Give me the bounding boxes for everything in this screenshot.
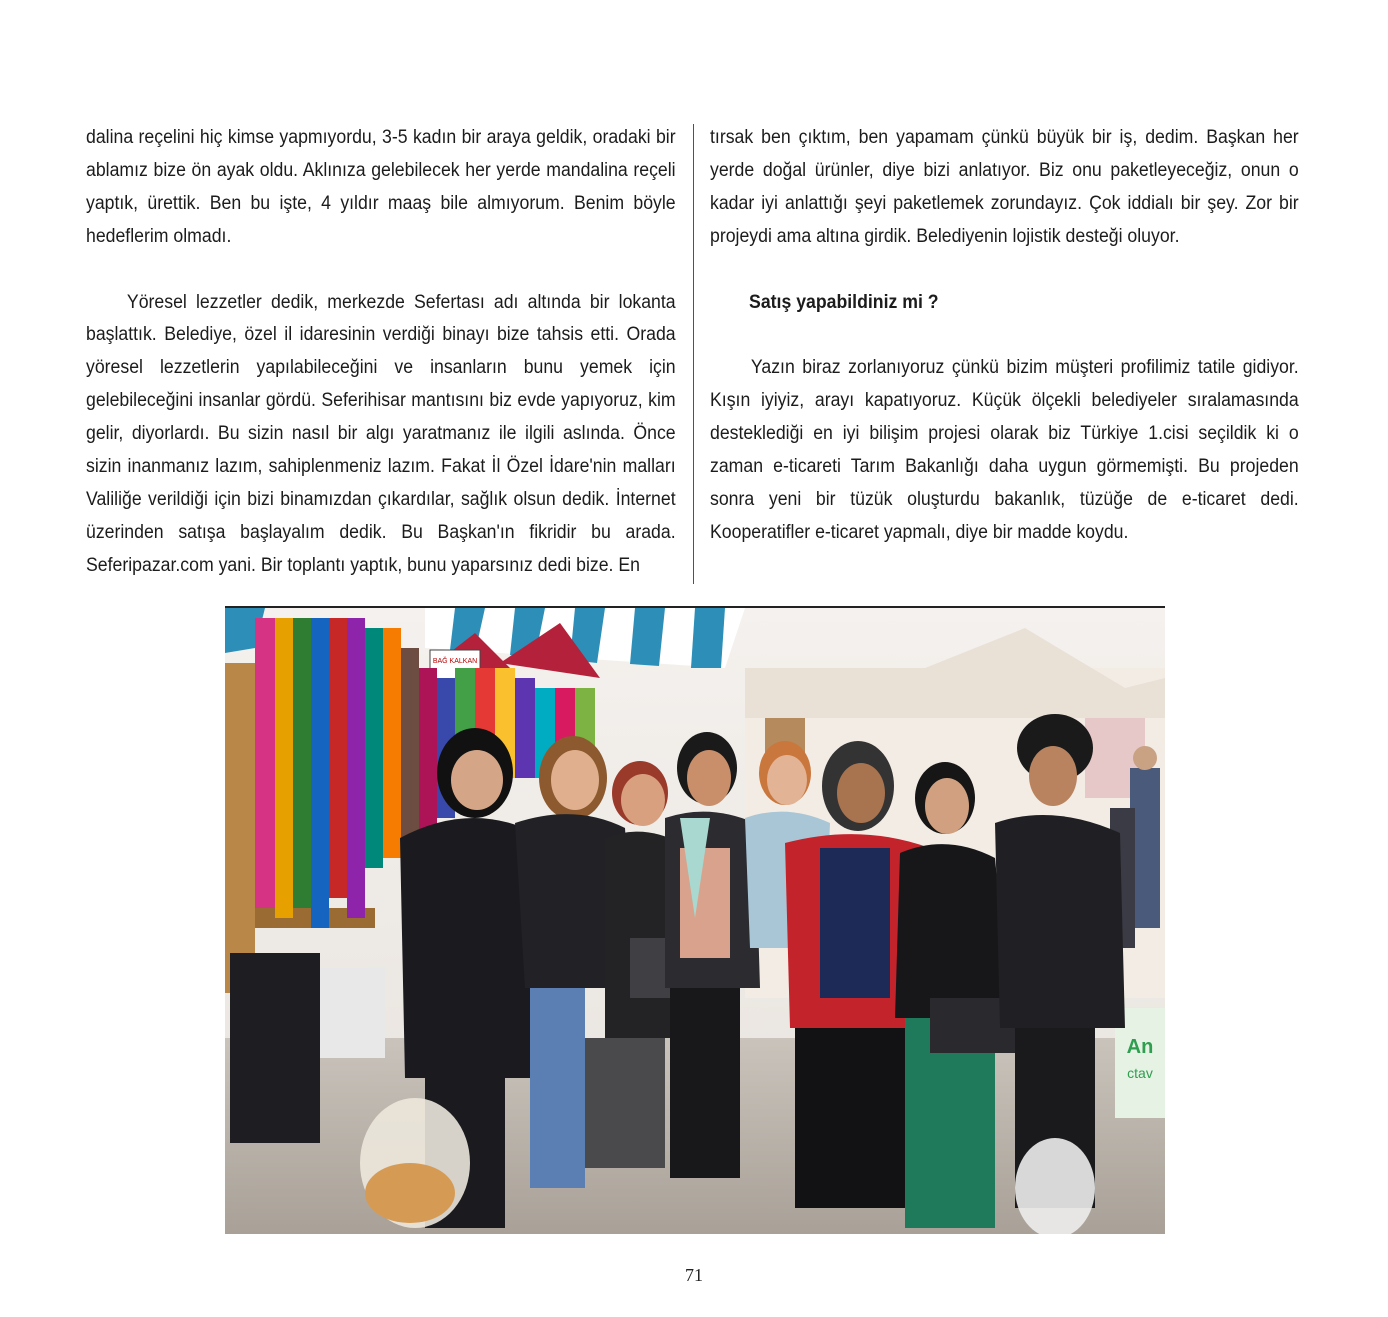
stall-sign-text: BAĞ KALKAN xyxy=(432,658,478,665)
right-column xyxy=(710,122,1299,550)
left-paragraph-2: Yöresel lezzetler dedik, merkezde Sefertası adı altında bir lokanta başlattık. Belediye, özel il idaresinin verdiği binayı bize tahsis etti. Orada yöresel lezzetlerin yapılabileceğini ve insanların bunu yemek için gelebileceğini insanlar gördü. Seferihisar mantısını biz evde yapıyoruz, kim gelir, diyorlardı. Bu sizin nasıl bir algı yaratmanız ile ilgili aslında. Önce sizin inanmanız lazım, sahiplenmeniz lazım. Fakat İl Özel İdare'nin malları Valiliğe verildiği için bizi binamızdan çıkardılar, sağlık olsun dedik. İnternet üzerinden satışa başlayalım dedik. Bu Başkan'ın fikridir bu arada. Seferipazar.com yani. Bir toplantı yaptık, bunu yaparsınız dedi bize. En xyxy=(86,291,676,576)
column-divider xyxy=(693,124,694,584)
group-photo xyxy=(225,606,1165,1234)
banner-text: An xyxy=(1126,1036,1154,1058)
page-number: 71 xyxy=(685,1265,703,1285)
right-paragraph-1: tırsak ben çıktım, ben yapamam çünkü büyük bir iş, dedim. Başkan her yerde doğal ürünler, diye bizi anlatıyor. Biz onu paketleyeceğiz, onun o kadar iyi anlattığı şeyi paketlemek zorundayız. Çok iddialı bir şey. Zor bir projeydi ama altına girdik. Belediyenin lojistik desteği oluyor. xyxy=(710,127,1299,247)
interview-question-heading: Satış yapabildiniz mi ? xyxy=(749,291,939,313)
banner-text-2: ctav xyxy=(1127,1065,1153,1081)
right-paragraph-2: Yazın biraz zorlanıyoruz çünkü bizim müşteri profilimiz tatile gidiyor. Kışın iyiyiz, arayı kapatıyoruz. Küçük ölçekli belediyeler sıralamasında desteklediği en iyi bilişim projesi olarak biz Türkiye 1.cisi seçildik ki o zaman e-ticareti Tarım Bakanlığı daha uygun görmemişti. Bu projeden sonra yeni bir tüzük oluşturdu bakanlık, tüzüğe de e-ticaret dedi. Kooperatifler e-ticaret yapmalı, diye bir madde koydu. xyxy=(710,357,1299,543)
left-paragraph-1: dalina reçelini hiç kimse yapmıyordu, 3-5 kadın bir araya geldik, oradaki bir ablamız bize ön ayak oldu. Aklınıza gelebilecek her yerde mandalina reçeli yaptık, ürettik. Ben bu işte, 4 yıldır maaş bile almıyorum. Benim böyle hedeflerim olmadı. xyxy=(86,127,676,247)
left-column xyxy=(86,122,676,583)
